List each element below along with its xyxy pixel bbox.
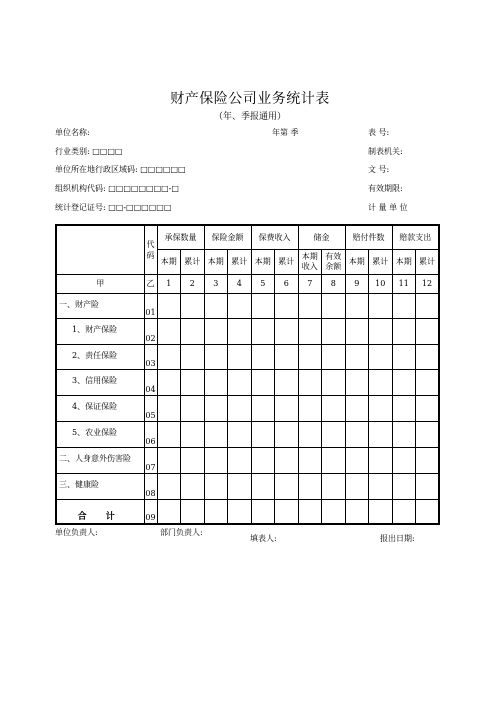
data-cell[interactable]	[298, 499, 322, 524]
table-row	[56, 473, 439, 499]
data-cell[interactable]	[157, 499, 181, 524]
row-label: 5、农业保险	[56, 421, 144, 447]
data-cell[interactable]	[369, 473, 393, 499]
sub-header: 本期	[157, 249, 181, 274]
sub-header: 累计	[181, 249, 205, 274]
data-cell[interactable]	[251, 447, 275, 473]
data-cell[interactable]	[416, 395, 440, 421]
data-cell[interactable]	[416, 421, 440, 447]
data-cell[interactable]	[322, 369, 346, 395]
data-cell[interactable]	[416, 318, 440, 344]
data-cell[interactable]	[157, 395, 181, 421]
data-cell[interactable]	[392, 293, 416, 318]
data-cell[interactable]	[345, 344, 369, 369]
data-cell[interactable]	[157, 447, 181, 473]
data-cell[interactable]	[181, 473, 205, 499]
data-cell[interactable]	[275, 499, 299, 524]
data-cell[interactable]	[369, 395, 393, 421]
data-cell[interactable]	[416, 293, 440, 318]
data-cell[interactable]	[181, 293, 205, 318]
data-cell[interactable]	[181, 421, 205, 447]
row-label: 1、财产保险	[56, 318, 144, 344]
table-row	[56, 447, 439, 473]
row-label: 三、健康险	[56, 473, 144, 499]
data-cell[interactable]	[369, 499, 393, 524]
sub-header: 累计	[275, 249, 299, 274]
sub-header: 本期	[345, 249, 369, 274]
valid-until-label: 有效期限:	[368, 184, 403, 193]
data-cell[interactable]	[345, 318, 369, 344]
index-jia: 甲	[56, 274, 144, 293]
table-row	[56, 499, 439, 524]
row-code: 02	[144, 318, 157, 344]
table-no-label: 表 号:	[368, 128, 390, 137]
row-code: 04	[144, 369, 157, 395]
group-header: 保费收入	[251, 225, 298, 249]
table-row	[56, 293, 439, 318]
group-header: 保险金额	[204, 225, 251, 249]
data-cell[interactable]	[369, 421, 393, 447]
data-cell[interactable]	[275, 421, 299, 447]
data-cell[interactable]	[157, 421, 181, 447]
data-cell[interactable]	[322, 499, 346, 524]
row-code: 08	[144, 473, 157, 499]
data-cell[interactable]	[392, 369, 416, 395]
table-row	[56, 421, 439, 447]
data-cell[interactable]	[322, 421, 346, 447]
data-cell[interactable]	[204, 395, 228, 421]
data-cell[interactable]	[416, 447, 440, 473]
group-header: 赔款支出	[392, 225, 439, 249]
industry-label: 行业类别: □□□□	[55, 147, 123, 156]
data-cell[interactable]	[369, 293, 393, 318]
data-cell[interactable]	[416, 369, 440, 395]
data-cell[interactable]	[392, 447, 416, 473]
group-header: 储金	[298, 225, 345, 249]
sub-header: 有效 余额	[322, 249, 346, 274]
group-header: 赔付件数	[345, 225, 392, 249]
row-code: 09	[144, 499, 157, 524]
data-cell[interactable]	[157, 318, 181, 344]
data-cell[interactable]	[204, 421, 228, 447]
data-cell[interactable]	[369, 369, 393, 395]
sub-header: 累计	[228, 249, 252, 274]
form-title: 财产保险公司业务统计表	[170, 91, 330, 107]
data-cell[interactable]	[204, 473, 228, 499]
org-code-label: 组织机构代码: □□□□□□□□-□	[55, 184, 179, 193]
data-cell[interactable]	[251, 421, 275, 447]
data-cell[interactable]	[157, 369, 181, 395]
data-cell[interactable]	[298, 293, 322, 318]
data-cell[interactable]	[251, 369, 275, 395]
data-cell[interactable]	[392, 318, 416, 344]
data-cell[interactable]	[228, 395, 252, 421]
data-cell[interactable]	[157, 293, 181, 318]
data-cell[interactable]	[228, 447, 252, 473]
row-code: 01	[144, 293, 157, 318]
group-header: 承保数量	[157, 225, 204, 249]
data-cell[interactable]	[392, 499, 416, 524]
data-cell[interactable]	[345, 499, 369, 524]
data-cell[interactable]	[251, 344, 275, 369]
data-cell[interactable]	[204, 447, 228, 473]
row-code: 05	[144, 395, 157, 421]
sub-header: 累计	[369, 249, 393, 274]
data-cell[interactable]	[298, 447, 322, 473]
data-cell[interactable]	[228, 499, 252, 524]
data-cell[interactable]	[298, 344, 322, 369]
data-cell[interactable]	[345, 473, 369, 499]
region-code-label: 单位所在地行政区域码: □□□□□□	[55, 165, 186, 174]
sub-header: 累计	[416, 249, 440, 274]
data-cell[interactable]	[345, 447, 369, 473]
table-row	[56, 395, 439, 421]
column-number: 10	[369, 274, 393, 293]
data-cell[interactable]	[251, 499, 275, 524]
data-cell[interactable]	[345, 395, 369, 421]
data-cell[interactable]	[345, 369, 369, 395]
data-cell[interactable]	[181, 499, 205, 524]
row-code: 07	[144, 447, 157, 473]
unit-name-label: 单位名称:	[55, 128, 90, 137]
data-cell[interactable]	[251, 395, 275, 421]
data-cell[interactable]	[275, 293, 299, 318]
column-number: 7	[298, 274, 322, 293]
data-cell[interactable]	[392, 395, 416, 421]
year-quarter-label: 年第 季	[272, 128, 299, 137]
unit-head-label: 单位负责人:	[55, 528, 98, 537]
column-number: 4	[228, 274, 252, 293]
data-cell[interactable]	[298, 395, 322, 421]
report-date-label: 报出日期:	[380, 534, 415, 543]
data-cell[interactable]	[228, 369, 252, 395]
column-number: 6	[275, 274, 299, 293]
row-label: 2、责任保险	[56, 344, 144, 369]
data-cell[interactable]	[369, 447, 393, 473]
row-label: 4、保证保险	[56, 395, 144, 421]
data-cell[interactable]	[204, 318, 228, 344]
table-row	[56, 369, 439, 395]
data-cell[interactable]	[416, 473, 440, 499]
data-cell[interactable]	[369, 344, 393, 369]
data-cell[interactable]	[251, 318, 275, 344]
data-cell[interactable]	[181, 344, 205, 369]
data-cell[interactable]	[345, 293, 369, 318]
index-yi: 乙	[144, 274, 157, 293]
column-number: 5	[251, 274, 275, 293]
data-cell[interactable]	[157, 473, 181, 499]
data-cell[interactable]	[275, 473, 299, 499]
row-code: 06	[144, 421, 157, 447]
form-subtitle: （年、季报通用）	[213, 112, 286, 122]
doc-no-label: 文 号:	[368, 165, 390, 174]
data-cell[interactable]	[204, 499, 228, 524]
data-cell[interactable]	[251, 293, 275, 318]
data-cell[interactable]	[275, 344, 299, 369]
column-number: 8	[322, 274, 346, 293]
sub-header: 本期 收入	[298, 249, 322, 274]
filler-label: 填表人:	[250, 534, 277, 543]
column-number: 11	[392, 274, 416, 293]
data-cell[interactable]	[275, 447, 299, 473]
unit-measure-label: 计 量 单 位	[368, 203, 408, 212]
made-by-label: 制表机关:	[368, 147, 403, 156]
dept-head-label: 部门负责人:	[160, 528, 203, 537]
column-number: 12	[416, 274, 440, 293]
column-number: 1	[157, 274, 181, 293]
data-cell[interactable]	[345, 421, 369, 447]
sub-header: 本期	[251, 249, 275, 274]
data-cell[interactable]	[322, 447, 346, 473]
sub-header: 本期	[392, 249, 416, 274]
data-cell[interactable]	[204, 293, 228, 318]
data-cell[interactable]	[392, 421, 416, 447]
data-cell[interactable]	[228, 421, 252, 447]
data-cell[interactable]	[228, 344, 252, 369]
data-cell[interactable]	[369, 318, 393, 344]
sub-header: 本期	[204, 249, 228, 274]
corner-cell	[56, 225, 144, 274]
data-cell[interactable]	[181, 395, 205, 421]
column-number: 2	[181, 274, 205, 293]
data-cell[interactable]	[275, 318, 299, 344]
reg-no-label: 统计登记证号: □□-□□□□□□	[55, 203, 172, 212]
table-row	[56, 318, 439, 344]
data-cell[interactable]	[181, 447, 205, 473]
row-label: 3、信用保险	[56, 369, 144, 395]
row-label: 一、财产险	[56, 293, 144, 318]
data-cell[interactable]	[275, 369, 299, 395]
data-cell[interactable]	[228, 293, 252, 318]
row-label: 二、人身意外伤害险	[56, 447, 144, 473]
data-cell[interactable]	[181, 369, 205, 395]
data-cell[interactable]	[298, 421, 322, 447]
data-cell[interactable]	[416, 344, 440, 369]
data-cell[interactable]	[416, 499, 440, 524]
data-cell[interactable]	[228, 318, 252, 344]
table-row	[56, 344, 439, 369]
data-cell[interactable]	[322, 344, 346, 369]
data-cell[interactable]	[157, 344, 181, 369]
data-cell[interactable]	[322, 473, 346, 499]
data-cell[interactable]	[181, 318, 205, 344]
column-number: 3	[204, 274, 228, 293]
data-cell[interactable]	[204, 344, 228, 369]
statistics-table	[55, 224, 440, 525]
data-cell[interactable]	[228, 473, 252, 499]
data-cell[interactable]	[322, 395, 346, 421]
data-cell[interactable]	[392, 344, 416, 369]
data-cell[interactable]	[275, 395, 299, 421]
data-cell[interactable]	[322, 293, 346, 318]
data-cell[interactable]	[298, 473, 322, 499]
row-code: 03	[144, 344, 157, 369]
data-rows	[56, 293, 439, 524]
data-cell[interactable]	[298, 318, 322, 344]
code-header: 代 码	[144, 225, 157, 274]
data-cell[interactable]	[298, 369, 322, 395]
data-cell[interactable]	[251, 473, 275, 499]
data-cell[interactable]	[204, 369, 228, 395]
column-number: 9	[345, 274, 369, 293]
total-row-label: 合 计	[56, 499, 144, 524]
data-cell[interactable]	[392, 473, 416, 499]
data-cell[interactable]	[322, 318, 346, 344]
